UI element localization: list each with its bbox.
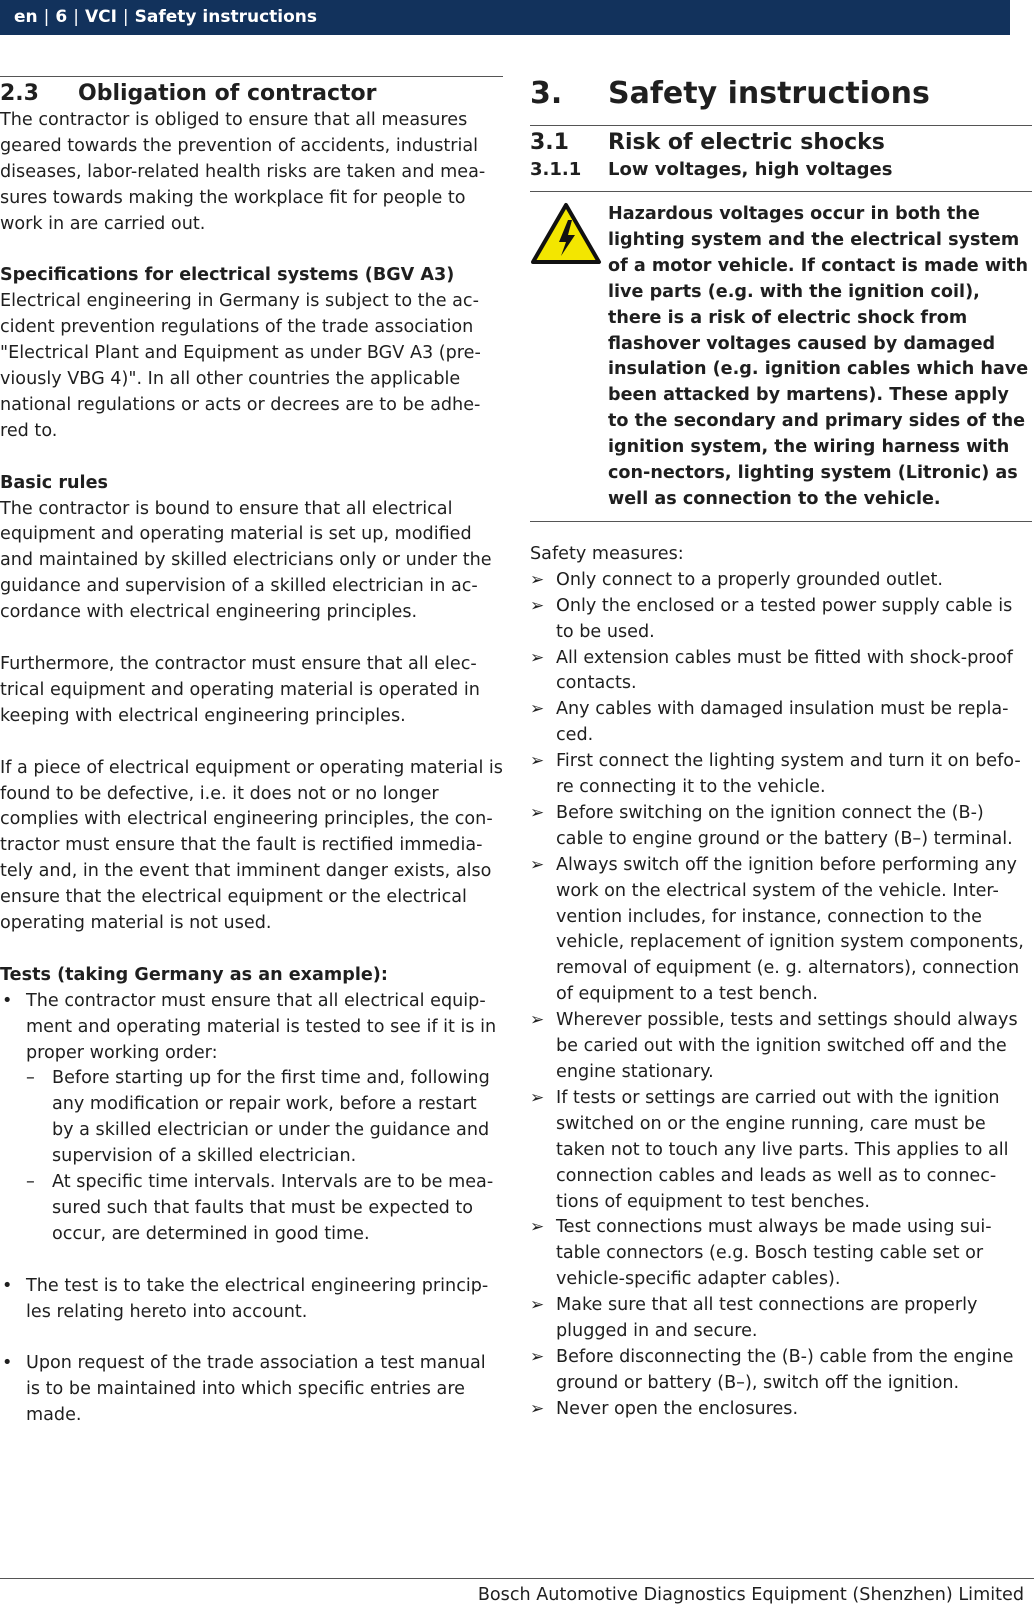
safety-measures-list <box>530 568 1032 1423</box>
list-item: ➢ First connect the lighting system and turn it on befo-re connecting it to the vehicle. <box>530 749 1032 801</box>
list-item: ➢ Test connections must always be made using sui-table connectors (e.g. Bosch testing cable set or vehicle-specific adapter cables). <box>530 1215 1032 1293</box>
section-heading <box>0 80 503 108</box>
subsection-rule <box>530 125 1032 126</box>
header-product: VCI <box>84 7 117 27</box>
basic-rules-paragraph: The contractor is bound to ensure that all electrical equipment and operating material is set up, modified and maintained by skilled electricians only or under the guidance and supervision of a skilled electrician in ac-cordance with electrical engineering principles. <box>0 498 492 623</box>
warning-text: Hazardous voltages occur in both the lighting system and the electrical system of a motor vehicle. If contact is made with live parts (e.g. with the ignition coil), there is a risk of electric shock from flashover voltages caused by damaged insulation (e.g. ignition cables which have been attacked by martens). These apply to the secondary and primary sides of the ignition system, the wiring harness with con-nectors, lighting system (Litronic) as well as connection to the vehicle. <box>608 204 1029 509</box>
spec-subheading: Specifications for electrical systems (BGV A3) <box>0 265 455 286</box>
header-section: Safety instructions <box>134 7 318 27</box>
tests-list-2 <box>0 1274 503 1326</box>
high-voltage-warning-icon <box>530 202 608 513</box>
list-item: ➢ If tests or settings are carried out with the ignition switched on or the engine running, care must be taken not to touch any live parts. This applies to all connection cables and leads as well as to connec-tions of equipment to test benches. <box>530 1086 1032 1216</box>
list-item: • Upon request of the trade association a test manual is to be maintained into which specific entries are made. <box>0 1351 503 1429</box>
list-item <box>0 989 503 1248</box>
measures-title: Safety measures: <box>530 543 684 564</box>
list-item: ➢ Only connect to a properly grounded outlet. <box>530 568 1032 594</box>
basic-rules-subheading: Basic rules <box>0 472 108 493</box>
intro-paragraph: The contractor is obliged to ensure that all measures geared towards the prevention of accidents, industrial diseases, labor-related health risks are taken and mea-sures towards making the workplace fit for people to work in are carried out. <box>0 110 486 234</box>
list-item: ➢ Any cables with damaged insulation must be repla-ced. <box>530 697 1032 749</box>
subsubsection-title: Low voltages, high voltages <box>608 159 893 180</box>
right-column <box>530 76 1032 1423</box>
warning-box <box>530 191 1032 522</box>
subsubsection-number: 3.1.1 <box>530 159 582 180</box>
tests-subheading: Tests (taking Germany as an example): <box>0 964 388 985</box>
list-item: • The test is to take the electrical engineering princip-les relating hereto into account. <box>0 1274 503 1326</box>
list-item: ➢ Always switch off the ignition before performing any work on the electrical system of the vehicle. Inter-vention includes, for instance, connection to the vehicle, replacement of ignition system components, removal of equipment (e. g. alternators), connection of equipment to a test bench. <box>530 853 1032 1008</box>
section-title: Obligation of contractor <box>78 81 377 106</box>
subsection-title: Risk of electric shocks <box>608 130 885 155</box>
left-column <box>0 76 503 1429</box>
furthermore-paragraph: Furthermore, the contractor must ensure that all elec-trical equipment and operating material is operated in keeping with electrical engineering principles. <box>0 653 480 726</box>
tests-list <box>0 989 503 1248</box>
chapter-heading <box>530 76 1032 112</box>
list-item: – At specific time intervals. Intervals are to be mea-sured such that faults that must be expected to occur, are determined in good time. <box>26 1170 503 1248</box>
defective-paragraph: If a piece of electrical equipment or operating material is found to be defective, i.e. it does not or no longer complies with electrical engineering principles, the con-tractor must ensure that the fault is rectified immedia-tely and, in the event that imminent danger exists, also ensure that the electrical equipment or the electrical operating material is not used. <box>0 757 503 934</box>
list-item: ➢ Only the enclosed or a tested power supply cable is to be used. <box>530 594 1032 646</box>
header-lang: en <box>14 7 38 27</box>
list-item: ➢ All extension cables must be fitted with shock-proof contacts. <box>530 646 1032 698</box>
chapter-number: 3. <box>530 76 563 111</box>
subsection-number: 3.1 <box>530 130 569 155</box>
footer-rule <box>0 1578 1034 1579</box>
spec-paragraph: Electrical engineering in Germany is subject to the ac-cident prevention regulations of the trade association "Electrical Plant and Equipment as under BGV A3 (pre-viously VBG 4)". In all other countries the applicable national regulations or acts or decrees are to be adhe-red to. <box>0 291 481 441</box>
list-item: ➢ Make sure that all test connections are properly plugged in and secure. <box>530 1293 1032 1345</box>
tests-list-3 <box>0 1351 503 1429</box>
section-rule <box>0 76 503 77</box>
list-item: – Before starting up for the first time and, following any modification or repair work, before a restart by a skilled electrician or under the guidance and supervision of a skilled electrician. <box>26 1066 503 1170</box>
footer-company: Bosch Automotive Diagnostics Equipment (Shenzhen) Limited <box>477 1585 1024 1605</box>
list-item: ➢ Before switching on the ignition connect the (B-) cable to engine ground or the battery (B–) terminal. <box>530 801 1032 853</box>
chapter-title: Safety instructions <box>608 76 930 111</box>
subsection-heading <box>530 129 1032 157</box>
list-item: ➢ Wherever possible, tests and settings should always be caried out with the ignition switched off and the engine stationary. <box>530 1008 1032 1086</box>
list-item: ➢ Never open the enclosures. <box>530 1397 1032 1423</box>
list-item: ➢ Before disconnecting the (B-) cable from the engine ground or battery (B–), switch off the ignition. <box>530 1345 1032 1397</box>
tests-sublist <box>26 1066 503 1247</box>
running-header: en | 6 | VCI | Safety instructions <box>0 0 1010 35</box>
subsubsection-heading <box>530 157 1032 183</box>
section-number: 2.3 <box>0 81 39 106</box>
header-page-number: 6 <box>55 7 68 27</box>
tests-bullet-1: The contractor must ensure that all electrical equip-ment and operating material is tested to see if it is in proper working order: <box>26 990 497 1063</box>
